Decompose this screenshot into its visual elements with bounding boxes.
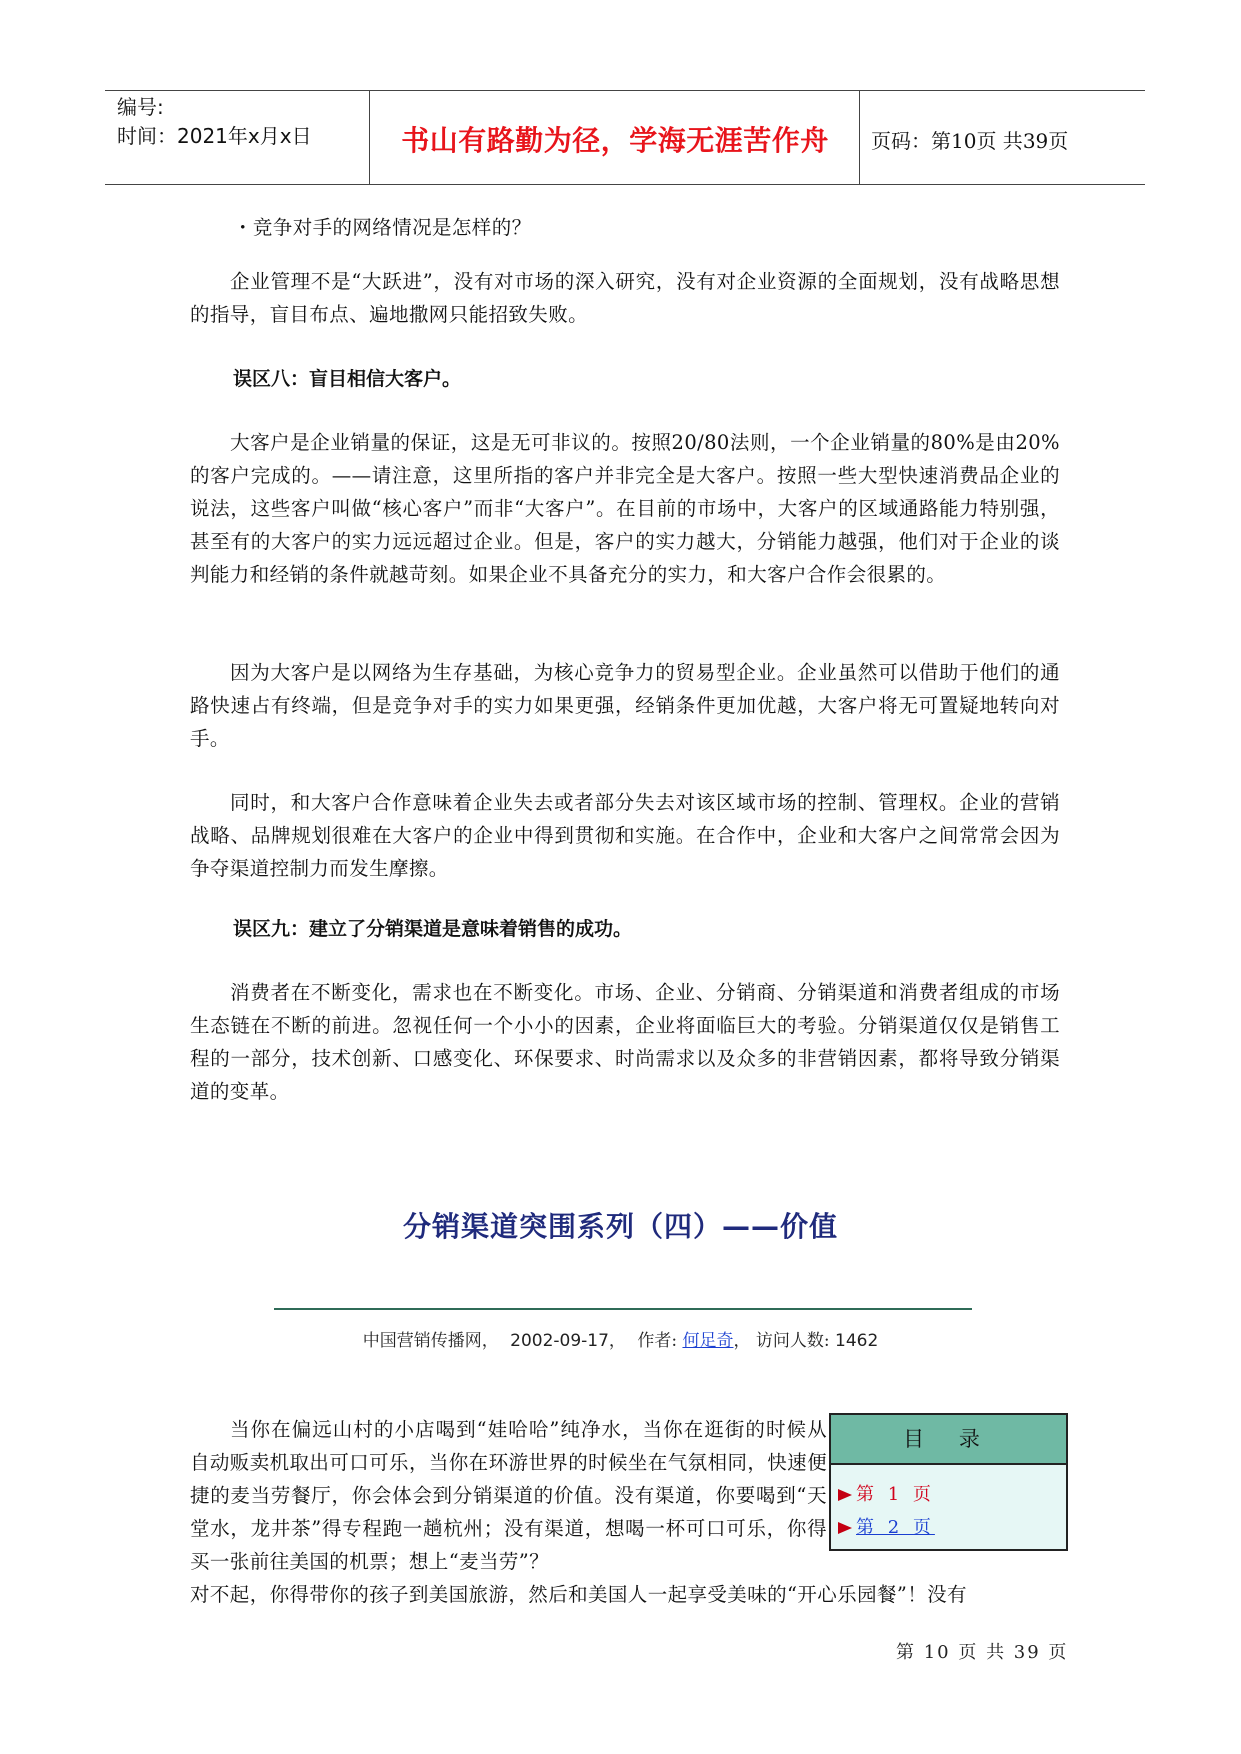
- paragraph-text: 企业管理不是“大跃进”，没有对市场的深入研究，没有对企业资源的全面规划，没有战略思想的指导，盲目布点、遍地撒网只能招致失败。: [190, 270, 1060, 326]
- page-header: [105, 90, 1145, 185]
- header-motto: 书山有路勤为径，学海无涯苦作舟: [401, 124, 829, 157]
- paragraph-text: 消费者在不断变化，需求也在不断变化。市场、企业、分销商、分销渠道和消费者组成的市场生态链在不断的前进。忽视任何一个小小的因素，企业将面临巨大的考验。分销渠道仅仅是销售工程的一部分，技术创新、口感变化、环保要求、时尚需求以及众多的非营销因素，都将导致分销渠道的变革。: [190, 981, 1060, 1103]
- section-heading-9: 误区九：建立了分销渠道是意味着销售的成功。: [233, 918, 633, 940]
- page-suffix: 页: [1048, 129, 1069, 153]
- paragraph-text: 同时，和大客户合作意味着企业失去或者部分失去对该区域市场的控制、管理权。企业的营销战略、品牌规划很难在大客户的企业中得到贯彻和实施。在合作中，企业和大客户之间常常会因为争夺渠道控制力而发生摩擦。: [190, 791, 1060, 880]
- bullet-question: ・竞争对手的网络情况是怎样的？: [233, 216, 532, 239]
- serial-label: 编号:: [117, 95, 164, 119]
- paragraph-text: 大客户是企业销量的保证，这是无可非议的。按照20/80法则，一个企业销量的80%是由20%的客户完成的。——请注意，这里所指的客户并非完全是大客户。按照一些大型快速消费品企业的说法，这些客户叫做“核心客户”而非“大客户”。在目前的市场中，大客户的区域通路能力特别强，甚至有的大客户的实力远远超过企业。但是，客户的实力越大，分销能力越强，他们对于企业的谈判能力和经销的条件就越苛刻。如果企业不具备充分的实力，和大客户合作会很累的。: [190, 431, 1060, 586]
- paragraph-continuation: 对不起，你得带你的孩子到美国旅游，然后和美国人一起享受美味的“开心乐园餐”！没有: [190, 1583, 967, 1606]
- arrow-right-icon: [838, 1522, 852, 1534]
- table-of-contents: [829, 1413, 1068, 1551]
- header-divider: [859, 91, 860, 184]
- paragraph: [190, 976, 1060, 1108]
- article-title: 分销渠道突围系列（四）——价值: [402, 1210, 838, 1243]
- paragraph-text: 因为大客户是以网络为生存基础，为核心竞争力的贸易型企业。企业虽然可以借助于他们的通路快速占有终端，但是竞争对手的实力如果更强，经销条件更加优越，大客户将无可置疑地转向对手。: [190, 661, 1060, 750]
- toc-item-page-2[interactable]: [838, 1513, 935, 1539]
- page-total: 39: [1022, 129, 1049, 153]
- paragraph: [190, 786, 1060, 885]
- byline-author-label: 作者:: [637, 1331, 678, 1351]
- author-link[interactable]: 何足奇: [682, 1331, 734, 1351]
- paragraph-text: 当你在偏远山村的小店喝到“娃哈哈”纯净水，当你在逛街的时候从自动贩卖机取出可口可乐，当你在环游世界的时候坐在气氛相同，快速便捷的麦当劳餐厅，你会体会到分销渠道的价值。没有渠道，你要喝到“天堂水，龙井茶”得专程跑一趟杭州；没有渠道，想喝一杯可口可乐，你得买一张前往美国的机票；想上“麦当劳”？: [190, 1418, 827, 1573]
- paragraph: [190, 265, 1060, 331]
- byline-date: 2002-09-17，: [510, 1331, 626, 1351]
- page-prefix: 页码：第: [871, 129, 951, 153]
- toc-item-label: 第 2 页: [856, 1517, 935, 1538]
- page-middle: 页 共: [976, 129, 1023, 153]
- time-label: 时间：2021年x月x日: [117, 124, 312, 148]
- header-meta: [117, 93, 312, 151]
- page-footer: 第 10 页 共 39 页: [896, 1642, 1069, 1663]
- toc-item-page-1[interactable]: [838, 1480, 935, 1506]
- header-page-info: [871, 125, 1068, 154]
- toc-item-label: 第 1 页: [856, 1484, 935, 1505]
- byline-source: 中国营销传播网，: [362, 1331, 499, 1351]
- header-divider: [369, 91, 370, 184]
- paragraph: [190, 1413, 827, 1578]
- article-byline: [0, 1326, 1241, 1351]
- page-current: 10: [951, 129, 977, 153]
- toc-title: 目 录: [831, 1415, 1066, 1465]
- byline-visits: 1462: [835, 1331, 879, 1351]
- paragraph: [190, 656, 1060, 755]
- paragraph: [190, 426, 1060, 591]
- title-divider: [274, 1308, 972, 1310]
- arrow-right-icon: [838, 1489, 852, 1501]
- section-heading-8: 误区八：盲目相信大客户。: [233, 368, 462, 390]
- byline-visits-label: ， 访问人数:: [733, 1331, 830, 1351]
